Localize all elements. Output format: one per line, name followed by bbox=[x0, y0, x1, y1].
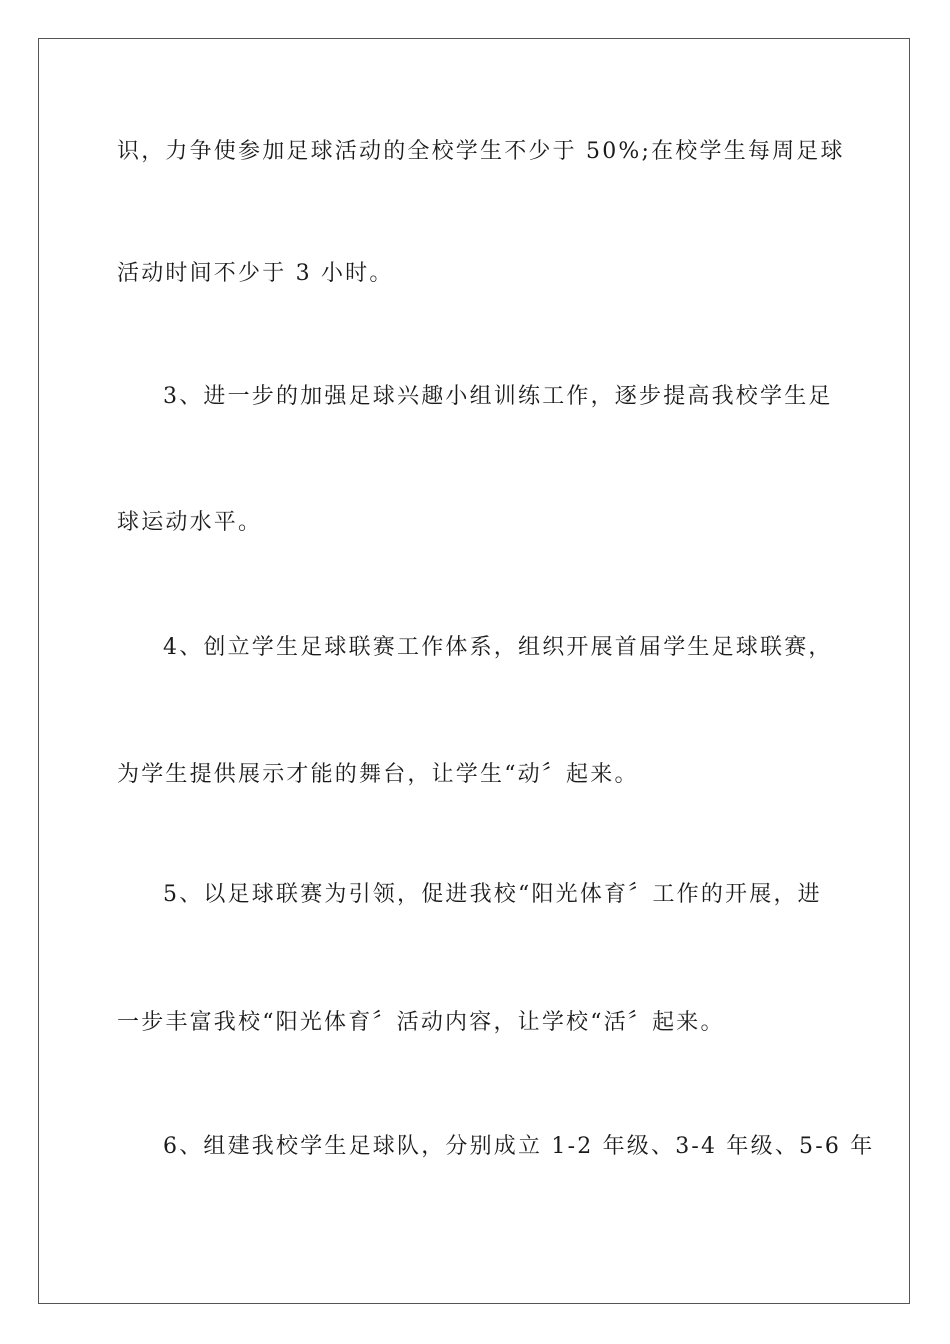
text-line-6: 为学生提供展示才能的舞台，让学生“动〞起来。 bbox=[117, 762, 639, 787]
text-line-4: 球运动水平。 bbox=[117, 510, 263, 535]
text-line-9: 6、组建我校学生足球队，分别成立 1-2 年级、3-4 年级、5-6 年 bbox=[163, 1134, 875, 1159]
page-border bbox=[38, 38, 910, 1304]
text-line-8: 一步丰富我校“阳光体育〞活动内容，让学校“活〞起来。 bbox=[117, 1010, 725, 1035]
text-line-1: 识，力争使参加足球活动的全校学生不少于 50%;在校学生每周足球 bbox=[117, 139, 845, 164]
text-line-3: 3、进一步的加强足球兴趣小组训练工作，逐步提高我校学生足 bbox=[163, 384, 833, 409]
text-line-2: 活动时间不少于 3 小时。 bbox=[117, 261, 394, 286]
text-line-7: 5、以足球联赛为引领，促进我校“阳光体育〞工作的开展，进 bbox=[163, 882, 822, 907]
text-line-5: 4、创立学生足球联赛工作体系，组织开展首届学生足球联赛， bbox=[163, 635, 833, 660]
